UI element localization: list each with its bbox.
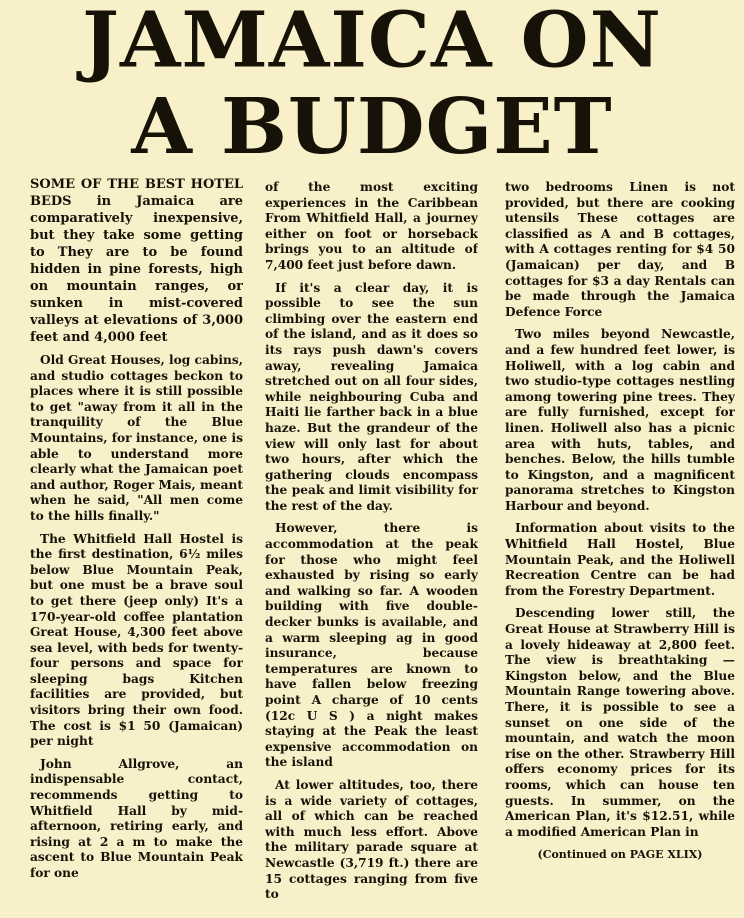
body-paragraph: The Whitfield Hall Hostel is the first destination, 6½ miles below Blue Mountain Peak, but one must be a brave soul to get there (jeep only) It's a 170-year-old coffee plantation Great House, 4,300 feet above sea level, with beds for twenty-four persons and space for sleeping bags Kitchen facilities are provided, but visitors bring their own food. The cost is $1 50 (Jamaican) per night: [30, 531, 243, 749]
headline-line-1: JAMAICA ON: [82, 0, 662, 86]
body-paragraph: of the most exciting experiences in the Caribbean From Whitfield Hall, a journey either on foot or horseback brings you to an altitude of 7,400 feet just before dawn.: [265, 180, 478, 272]
continued-on-note: (Continued on PAGE XLIX): [537, 848, 703, 862]
article-column-3: [505, 180, 735, 918]
body-paragraph: John Allgrove, an indispensable contact, recommends getting to Whitfield Hall by mid-afternoon, retiring early, and rising at 2 a m to make the ascent to Blue Mountain Peak for one: [30, 756, 243, 880]
article-column-1: [30, 176, 243, 914]
lead-paragraph: SOME OF THE BEST HOTEL BEDS in Jamaica are comparatively inexpensive, but they take some getting to They are to be found hidden in pine forests, high on mountain ranges, or sunken in mist-covered valleys at elevations of 3,000 feet and 4,000 feet: [30, 177, 243, 345]
body-paragraph: However, there is accommodation at the peak for those who might feel exhausted by rising so early and walking so far. A wooden building with five double-decker bunks is available, and a warm sleeping ag in good insurance, because temperatures are known to have fallen below freezing point A charge of 10 cents (12c U S ) a night makes staying at the Peak the least expensive accommodation on the island: [265, 521, 478, 770]
body-paragraph: two bedrooms Linen is not provided, but there are cooking utensils These cottages are classified as A and B cottages, with A cottages renting for $4 50 (Jamaican) per day, and B cottages for $3 a day Rentals can be made through the Jamaica Defence Force: [505, 180, 735, 319]
body-paragraph: Two miles beyond Newcastle, and a few hundred feet lower, is Holiwell, with a log cabin and two studio-type cottages nestling among towering pine trees. They are fully furnished, except for linen. Holiwell also has a picnic area with huts, tables, and benches. Below, the hills tumble to Kingston, and a magnificent panorama stretches to Kingston Harbour and beyond.: [505, 327, 735, 513]
body-paragraph: Descending lower still, the Great House at Strawberry Hill is a lovely hideaway at 2,800 feet. The view is breathtaking — Kingston below, and the Blue Mountain Range towering above. There, it is possible to see a sunset on one side of the mountain, and watch the moon rise on the other. Strawberry Hill offers economy prices for its rooms, which can house ten guests. In summer, on the American Plan, it's $12.51, while a modified American Plan in: [505, 606, 735, 839]
body-paragraph: Information about visits to the Whitfield Hall Hostel, Blue Mountain Peak, and the Holiwell Recreation Centre can be had from the Forestry Department.: [505, 521, 735, 598]
article-column-2: [265, 180, 478, 918]
headline-line-2: A BUDGET: [131, 82, 613, 172]
body-paragraph: If it's a clear day, it is possible to see the sun climbing over the eastern end of the island, and as it does so its rays push dawn's covers away, revealing Jamaica stretched out on all four sides, while neighbouring Cuba and Haiti lie farther back in a blue haze. But the grandeur of the view will only last for about two hours, after which the gathering clouds encompass the peak and limit visibility for the rest of the day.: [265, 280, 478, 513]
body-paragraph: Old Great Houses, log cabins, and studio cottages beckon to places where it is still possible to get "away from it all in the tranquility of the Blue Mountains, for instance, one is able to understand more clearly what the Jamaican poet and author, Roger Mais, meant when he said, "All men come to the hills finally.": [30, 353, 243, 523]
body-paragraph: At lower altitudes, too, there is a wide variety of cottages, all of which can be reached with much less effort. Above the military parade square at Newcastle (3,719 ft.) there are 15 cottages ranging from five to: [265, 777, 478, 902]
